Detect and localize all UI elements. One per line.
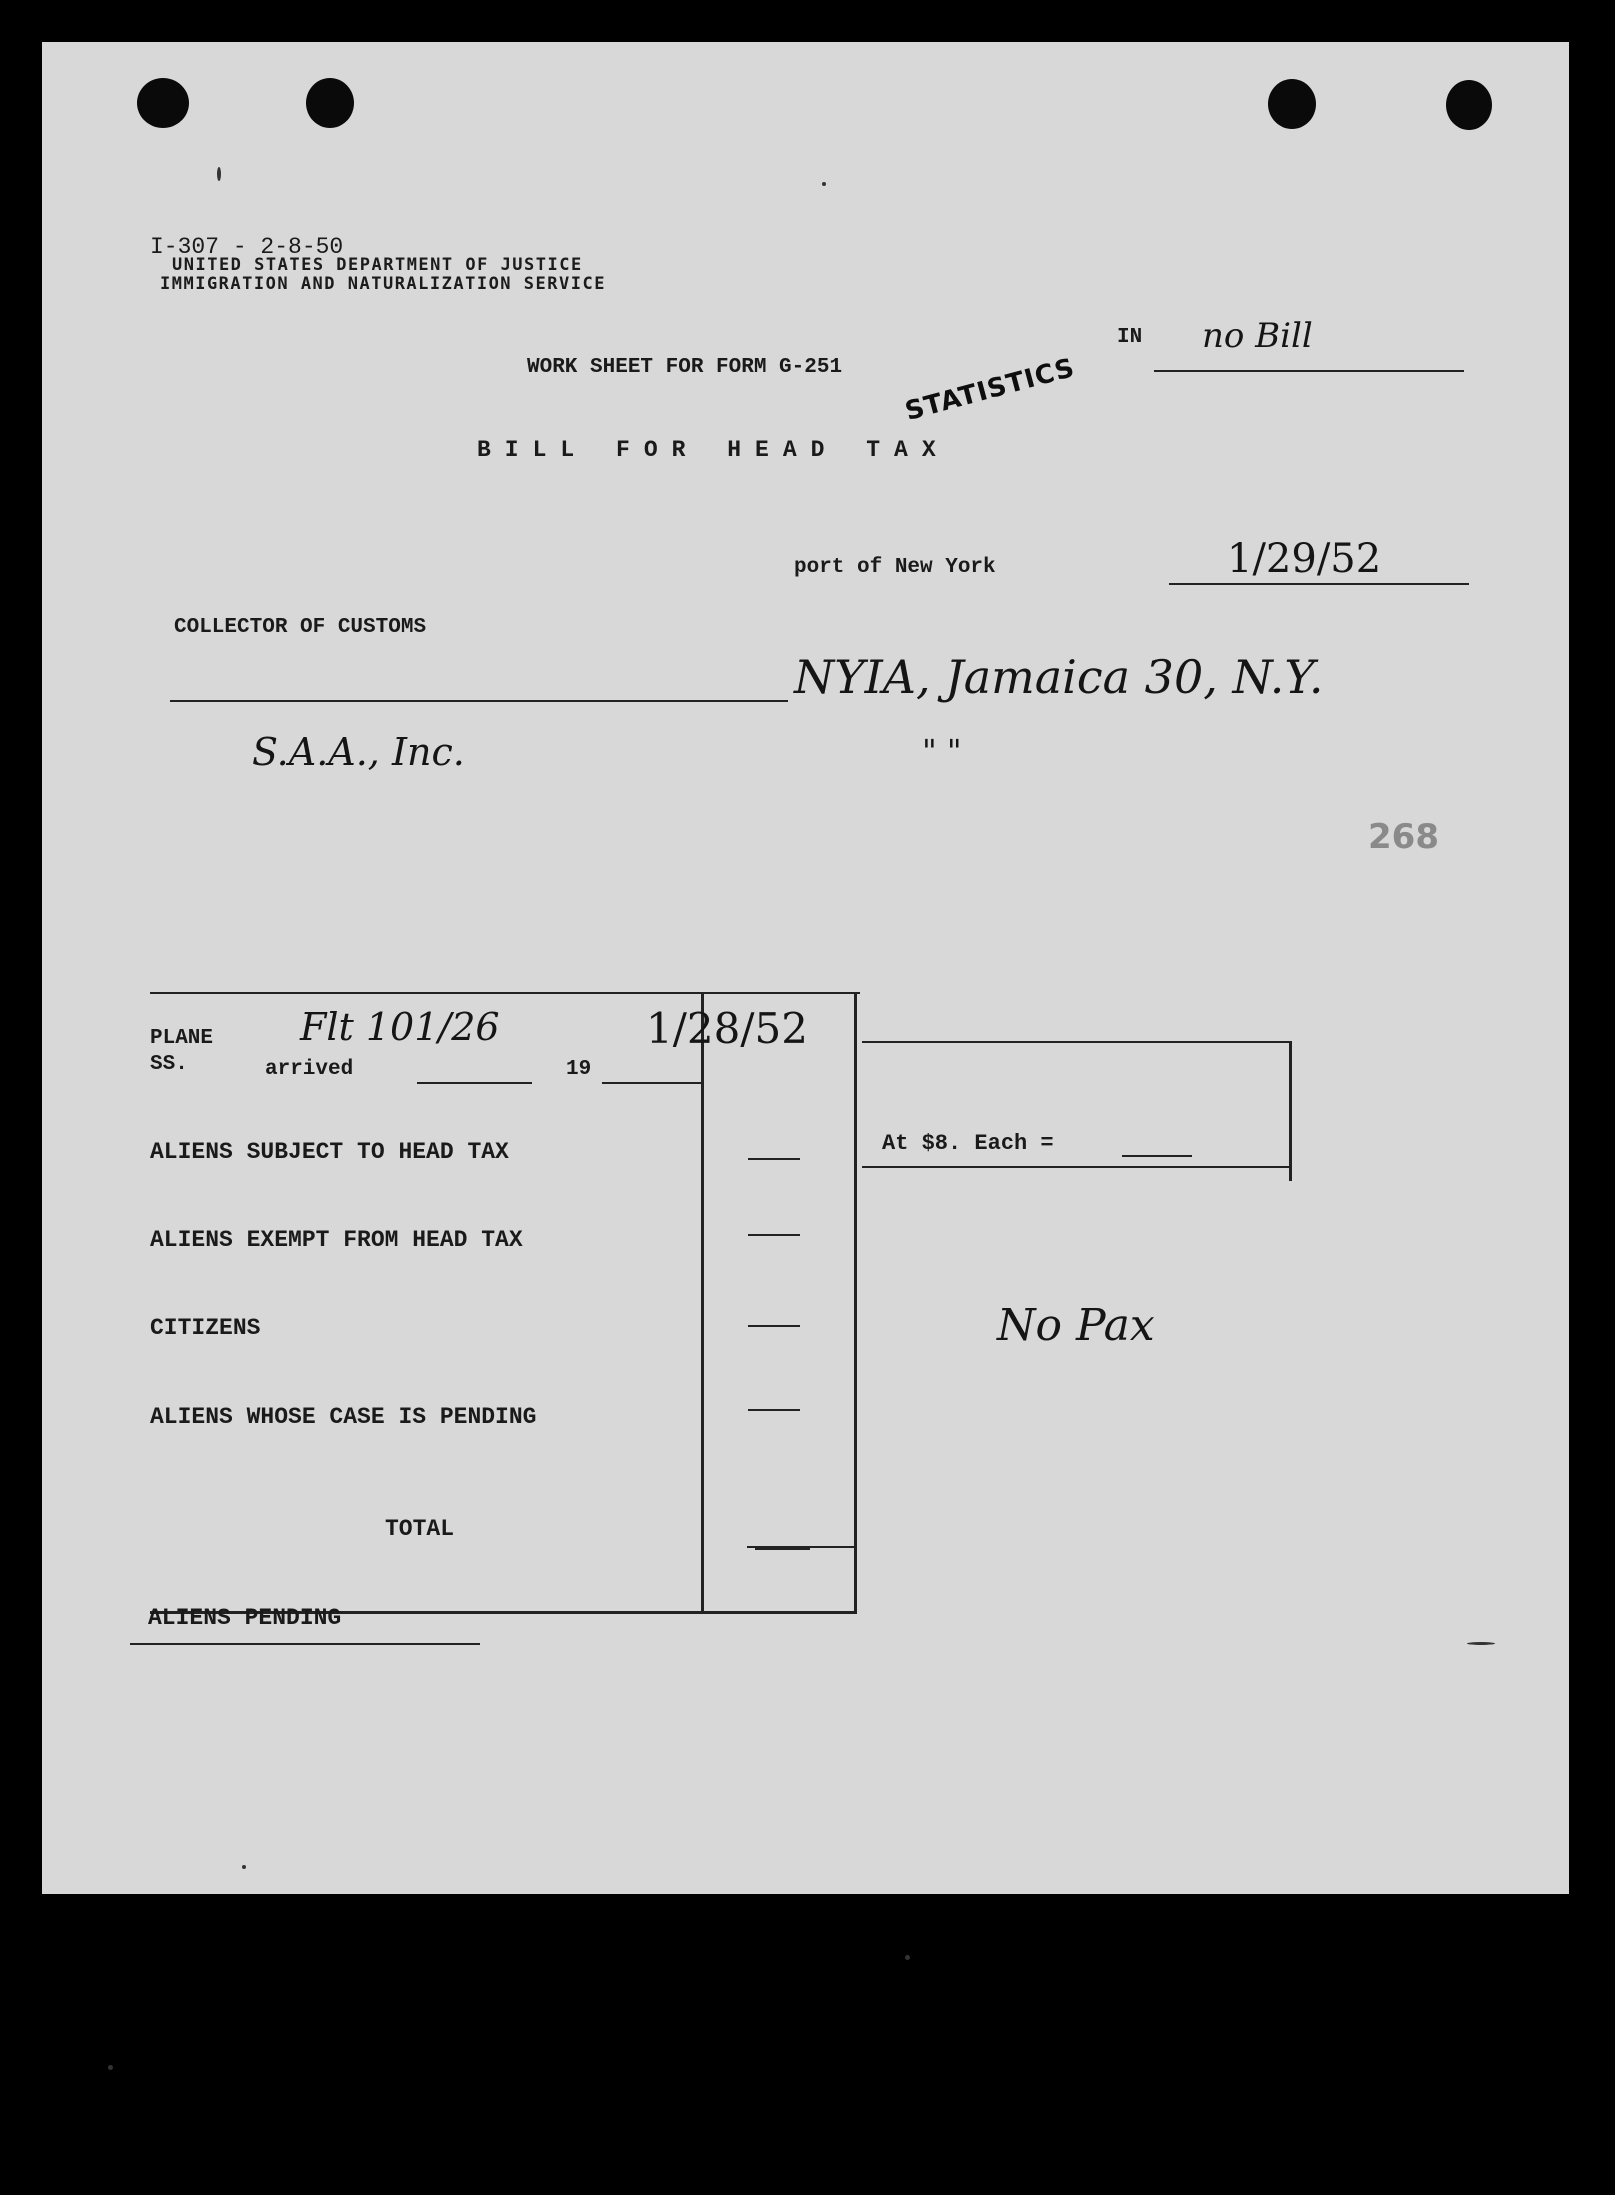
in-underline xyxy=(1154,370,1464,372)
row-label-subject: ALIENS SUBJECT TO HEAD TAX xyxy=(150,1139,509,1165)
rate-value-line xyxy=(1122,1155,1192,1157)
company-name: S.A.A., Inc. xyxy=(252,730,465,774)
rate-box-right xyxy=(1289,1041,1292,1181)
form-code: I-307 - 2-8-50 xyxy=(150,234,344,260)
speck xyxy=(905,1955,910,1960)
row-value-exempt xyxy=(748,1234,800,1236)
bill-title: BILL FOR HEAD TAX xyxy=(477,437,950,463)
speck xyxy=(1467,1642,1495,1645)
row-label-pending: ALIENS WHOSE CASE IS PENDING xyxy=(150,1404,537,1430)
year-prefix: 19 xyxy=(566,1058,592,1081)
row-value-subject xyxy=(748,1158,800,1160)
rate-box-bottom xyxy=(862,1166,1292,1168)
agency-name: UNITED STATES DEPARTMENT OF JUSTICE xyxy=(172,255,583,275)
in-label: IN xyxy=(1117,326,1143,349)
arrived-label: arrived xyxy=(265,1058,354,1081)
table-right-border xyxy=(854,992,857,1614)
ditto-marks: " " xyxy=(922,732,962,770)
punch-hole-icon xyxy=(1268,79,1316,129)
row-label-exempt: ALIENS EXEMPT FROM HEAD TAX xyxy=(150,1227,523,1253)
no-pax-note: No Pax xyxy=(997,1300,1155,1351)
port-label: port of New York xyxy=(794,556,996,579)
row-value-citizens xyxy=(748,1325,800,1327)
statistics-stamp: STATISTICS xyxy=(902,352,1079,427)
table-top-line xyxy=(150,992,860,994)
speck xyxy=(108,2065,113,2070)
ss-label: SS. xyxy=(150,1053,188,1076)
speck xyxy=(217,167,221,181)
collector-underline xyxy=(170,700,788,702)
arrived-underline xyxy=(417,1082,532,1084)
port-date: 1/29/52 xyxy=(1227,536,1382,582)
service-name: IMMIGRATION AND NATURALIZATION SERVICE xyxy=(160,274,606,294)
total-value xyxy=(755,1548,810,1550)
worksheet-title: WORK SHEET FOR FORM G-251 xyxy=(527,356,843,379)
in-value: no Bill xyxy=(1202,316,1313,356)
row-value-pending xyxy=(748,1409,800,1411)
rate-label: At $8. Each = xyxy=(882,1131,1054,1156)
speck xyxy=(242,1865,246,1869)
punch-hole-icon xyxy=(306,78,354,128)
date-underline xyxy=(1169,583,1469,585)
flight-number: Flt 101/26 xyxy=(300,1005,500,1049)
rate-box-top xyxy=(862,1041,1292,1043)
document-sheet xyxy=(42,42,1569,1894)
arrival-date: 1/28/52 xyxy=(646,1004,808,1053)
speck xyxy=(822,182,826,186)
punch-hole-icon xyxy=(137,78,189,128)
plane-label: PLANE xyxy=(150,1027,214,1050)
collector-address: NYIA, Jamaica 30, N.Y. xyxy=(794,650,1324,704)
punch-hole-icon xyxy=(1446,80,1492,130)
year-underline xyxy=(602,1082,702,1084)
row-label-citizens: CITIZENS xyxy=(150,1315,261,1341)
total-label: TOTAL xyxy=(385,1516,455,1542)
aliens-pending-underline xyxy=(130,1643,480,1645)
aliens-pending-label: ALIENS PENDING xyxy=(148,1605,342,1631)
collector-label: COLLECTOR OF CUSTOMS xyxy=(174,616,427,639)
page-number: 268 xyxy=(1368,817,1439,857)
table-column-divider xyxy=(701,992,704,1614)
